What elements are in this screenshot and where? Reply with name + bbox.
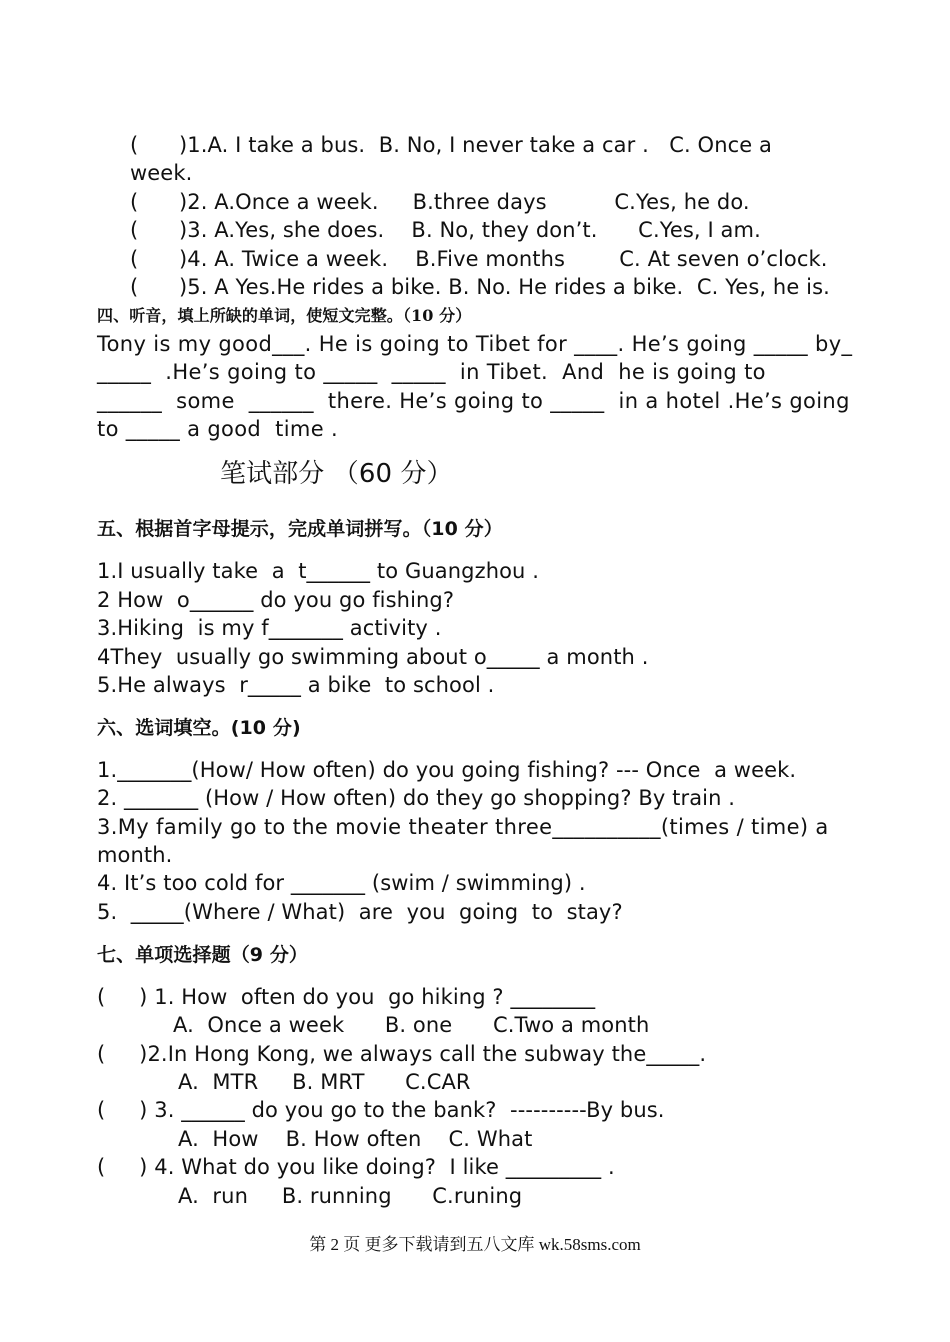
section6-line-3-cont: month. bbox=[97, 843, 173, 867]
section7-q4-options: A. run B. running C.runing bbox=[178, 1184, 523, 1208]
section4-line-1: Tony is my good___. He is going to Tibet for ____. He’s going _____ by_ bbox=[97, 332, 853, 356]
listening-line-1-cont: week. bbox=[130, 161, 193, 185]
section4-line-4: to _____ a good time . bbox=[97, 417, 339, 441]
section7-q1-stem: ( ) 1. How often do you go hiking ? ________ bbox=[97, 985, 596, 1009]
section6-heading: 六、选词填空。(10 分) bbox=[97, 717, 301, 739]
section6-line-5: 5. _____(Where / What) are you going to stay? bbox=[97, 900, 623, 924]
listening-line-1: ( )1.A. I take a bus. B. No, I never take a car . C. Once a bbox=[130, 133, 773, 157]
section5-line-3: 3.Hiking is my f_______ activity . bbox=[97, 616, 442, 640]
listening-line-5: ( )5. A Yes.He rides a bike. B. No. He rides a bike. C. Yes, he is. bbox=[130, 275, 830, 299]
written-part-title: 笔试部分 （60 分） bbox=[220, 459, 453, 489]
section5-line-1: 1.I usually take a t______ to Guangzhou . bbox=[97, 559, 540, 583]
section6-line-4: 4. It’s too cold for _______ (swim / swimming) . bbox=[97, 871, 586, 895]
section5-line-4: 4They usually go swimming about o_____ a month . bbox=[97, 645, 649, 669]
page-footer: 第 2 页 更多下载请到五八文库 wk.58sms.com bbox=[309, 1235, 641, 1254]
section4-heading: 四、听音，填上所缺的单词，使短文完整。（10 分） bbox=[97, 306, 472, 325]
section7-q3-stem: ( ) 3. ______ do you go to the bank? ----------By bus. bbox=[97, 1098, 665, 1122]
section7-heading: 七、单项选择题（9 分） bbox=[97, 944, 309, 966]
section5-heading: 五、根据首字母提示，完成单词拼写。（10 分） bbox=[97, 518, 503, 540]
section7-q2-options: A. MTR B. MRT C.CAR bbox=[178, 1070, 471, 1094]
section7-q2-stem: ( )2.In Hong Kong, we always call the subway the_____. bbox=[97, 1042, 707, 1066]
listening-line-2: ( )2. A.Once a week. B.three days C.Yes, he do. bbox=[130, 190, 750, 214]
listening-line-3: ( )3. A.Yes, she does. B. No, they don’t. C.Yes, I am. bbox=[130, 218, 761, 242]
section5-line-5: 5.He always r_____ a bike to school . bbox=[97, 673, 495, 697]
section4-line-3: ______ some ______ there. He’s going to _____ in a hotel .He’s going bbox=[97, 389, 850, 413]
section6-line-2: 2. _______ (How / How often) do they go shopping? By train . bbox=[97, 786, 736, 810]
section6-line-1: 1._______(How/ How often) do you going fishing? --- Once a week. bbox=[97, 758, 797, 782]
section7-q4-stem: ( ) 4. What do you like doing? I like _________ . bbox=[97, 1155, 615, 1179]
section4-line-2: _____ .He’s going to _____ _____ in Tibet. And he is going to bbox=[97, 360, 766, 384]
section7-q3-options: A. How B. How often C. What bbox=[178, 1127, 533, 1151]
section6-line-3: 3.My family go to the movie theater three__________(times / time) a bbox=[97, 815, 829, 839]
section7-q1-options: A. Once a week B. one C.Two a month bbox=[173, 1013, 650, 1037]
section5-line-2: 2 How o______ do you go fishing? bbox=[97, 588, 455, 612]
listening-line-4: ( )4. A. Twice a week. B.Five months C. At seven o’clock. bbox=[130, 247, 828, 271]
